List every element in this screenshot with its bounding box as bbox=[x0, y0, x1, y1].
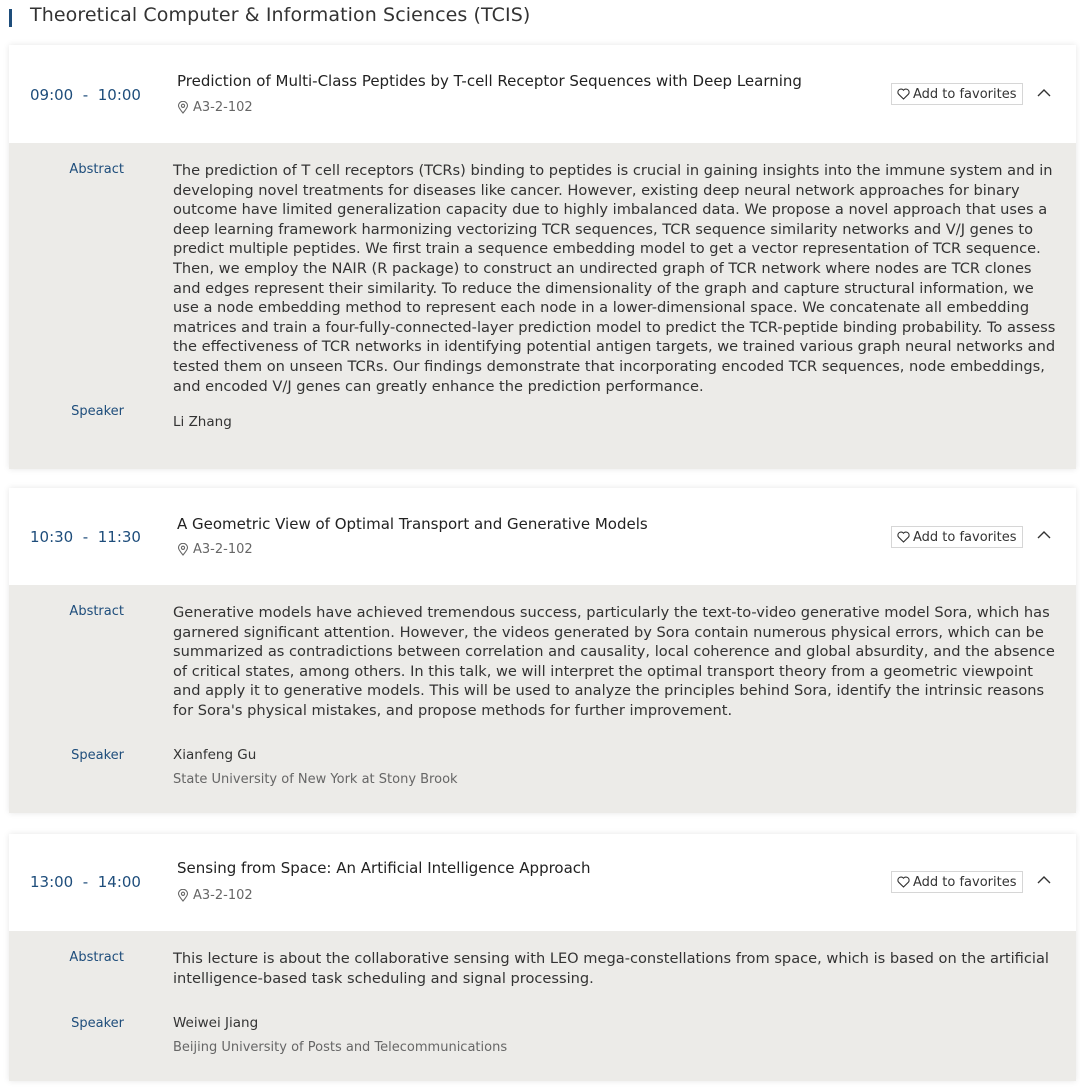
speaker-affiliation: State University of New York at Stony Brook bbox=[173, 772, 458, 787]
speaker-label: Speaker bbox=[71, 748, 124, 763]
abstract-label: Abstract bbox=[69, 162, 124, 177]
session-location bbox=[177, 542, 253, 557]
speaker-name: Xianfeng Gu bbox=[173, 747, 257, 763]
abstract-label: Abstract bbox=[69, 604, 124, 619]
end-time: 10:00 bbox=[97, 86, 141, 104]
speaker-label: Speaker bbox=[71, 404, 124, 419]
location-text: A3-2-102 bbox=[193, 100, 253, 115]
session-title: A Geometric View of Optimal Transport and Generative Models bbox=[177, 515, 648, 533]
end-time: 14:00 bbox=[97, 873, 141, 891]
speaker-name: Weiwei Jiang bbox=[173, 1015, 259, 1031]
chevron-up-icon[interactable] bbox=[1035, 526, 1053, 544]
session-header[interactable] bbox=[9, 45, 1076, 143]
favorite-label: Add to favorites bbox=[913, 86, 1017, 102]
heart-icon bbox=[897, 876, 910, 888]
section-accent-bar bbox=[9, 9, 12, 27]
abstract-text: This lecture is about the collaborative sensing with LEO mega-constellations from space, which is based on the artificial intelligence-based task scheduling and signal processing. bbox=[173, 950, 1049, 987]
session-details bbox=[9, 143, 1076, 469]
session-details bbox=[9, 931, 1076, 1081]
session-time: 13:00 - 14:00 bbox=[30, 873, 141, 891]
speaker-label: Speaker bbox=[71, 1016, 124, 1031]
start-time: 13:00 bbox=[30, 873, 74, 891]
chevron-up-icon[interactable] bbox=[1035, 84, 1053, 102]
heart-icon bbox=[897, 88, 910, 100]
session-location bbox=[177, 888, 253, 903]
favorite-label: Add to favorites bbox=[913, 874, 1017, 890]
session-card bbox=[9, 45, 1076, 469]
abstract-text: Generative models have achieved tremendous success, particularly the text-to-video generative model Sora, which has garnered significant attention. However, the videos generated by Sora contain numerous physical errors, which can be summarized as contradictions between correlation and causality, local coherence and global absurdity, and the absence of critical states, among others. In this talk, we will interpret the optimal transport theory from a geometric viewpoint and apply it to generative models. This will be used to analyze the principles behind Sora, identify the intrinsic reasons for Sora's physical mistakes, and propose methods for further improvement. bbox=[173, 604, 1055, 719]
abstract-text: The prediction of T cell receptors (TCRs) binding to peptides is crucial in gaining insights into the immune system and in developing novel treatments for diseases like cancer. However, existing deep neural network approaches for binary outcome have limited generalization capacity due to highly imbalanced data. We propose a novel approach that uses a deep learning framework harmonizing vectorizing TCR sequences, TCR sequence similarity networks and V/J genes to predict multiple peptides. We first train a sequence embedding model to get a vector representation of TCR sequence. Then, we employ the NAIR (R package) to construct an undirected graph of TCR network where nodes are TCR clones and edges represent their similarity. To reduce the dimensionality of the graph and capture structural information, we use a node embedding method to represent each node in a lower-dimensional space. We concatenate all embedding matrices and train a four-fully-connected-layer prediction model to predict the TCR-peptide binding probability. To assess the effectiveness of TCR networks in identifying potential antigen targets, we trained various graph neural networks and tested them on unseen TCRs. Our findings demonstrate that incorporating encoded TCR sequences, node embeddings, and encoded V/J genes can greatly enhance the prediction performance. bbox=[173, 162, 1056, 395]
session-header[interactable] bbox=[9, 834, 1076, 931]
map-pin-icon bbox=[177, 101, 189, 114]
speaker-name: Li Zhang bbox=[173, 414, 232, 430]
section-title: Theoretical Computer & Information Sciences (TCIS) bbox=[30, 4, 531, 26]
abstract-label: Abstract bbox=[69, 950, 124, 965]
session-details bbox=[9, 585, 1076, 813]
start-time: 10:30 bbox=[30, 528, 74, 546]
session-time: 09:00 - 10:00 bbox=[30, 86, 141, 104]
section-header bbox=[0, 0, 1080, 36]
add-to-favorites-button[interactable] bbox=[891, 83, 1023, 105]
session-location bbox=[177, 100, 253, 115]
heart-icon bbox=[897, 531, 910, 543]
session-title: Sensing from Space: An Artificial Intelligence Approach bbox=[177, 859, 591, 877]
map-pin-icon bbox=[177, 889, 189, 902]
favorite-label: Add to favorites bbox=[913, 529, 1017, 545]
chevron-up-icon[interactable] bbox=[1035, 871, 1053, 889]
start-time: 09:00 bbox=[30, 86, 74, 104]
map-pin-icon bbox=[177, 543, 189, 556]
speaker-affiliation: Beijing University of Posts and Telecommunications bbox=[173, 1040, 508, 1055]
location-text: A3-2-102 bbox=[193, 888, 253, 903]
add-to-favorites-button[interactable] bbox=[891, 526, 1023, 548]
session-time: 10:30 - 11:30 bbox=[30, 528, 141, 546]
session-card bbox=[9, 834, 1076, 1081]
end-time: 11:30 bbox=[97, 528, 141, 546]
add-to-favorites-button[interactable] bbox=[891, 871, 1023, 893]
session-header[interactable] bbox=[9, 488, 1076, 585]
session-title: Prediction of Multi-Class Peptides by T-cell Receptor Sequences with Deep Learning bbox=[177, 72, 802, 90]
session-card bbox=[9, 488, 1076, 813]
location-text: A3-2-102 bbox=[193, 542, 253, 557]
